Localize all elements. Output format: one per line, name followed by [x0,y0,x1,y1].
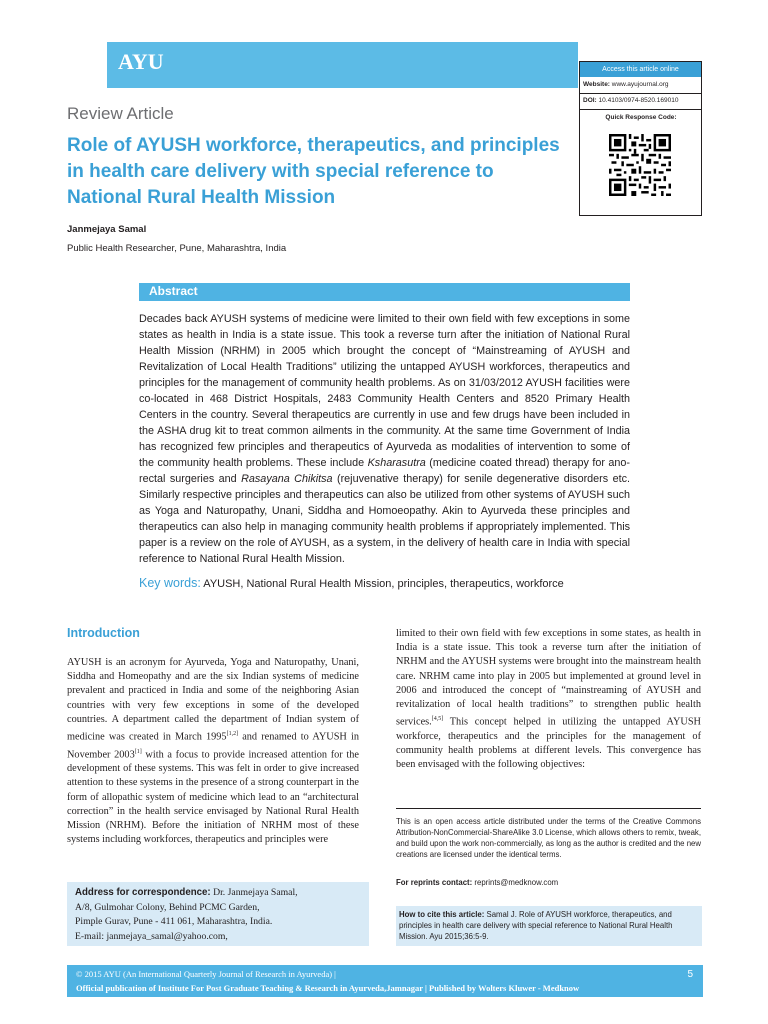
website-link[interactable]: www.ayujournal.org [611,81,669,88]
journal-name: AYU [118,49,164,74]
page-footer [67,965,703,997]
correspondence-line: Dr. Janmejaya Samal, [210,887,298,898]
divider [580,109,701,110]
abstract-heading: Abstract [149,284,198,298]
paragraph-text: This concept helped in utilizing the untapped AYUSH workforce, therapeutics and the principles for the management of community health problems at different levels. This convergence has been envisaged with the following objectives: [396,716,701,771]
correspondence-line: A/8, Gulmohar Colony, Behind PCMC Garden, [75,901,260,913]
reprints-label: For reprints contact: [396,878,473,887]
citation-value: Samal J. Role of AYUSH workforce, therapeutics, and principles in health care delivery with special reference to National Rural Health Mission. Ayu 2015;36:5-9. [399,910,673,941]
citation-ref[interactable]: [1,2] [226,731,239,738]
doi-value[interactable]: 10.4103/0974-8520.169010 [598,97,679,104]
divider [580,93,701,94]
qr-code-icon[interactable] [609,134,671,196]
article-type: Review Article [67,104,174,123]
license-note: This is an open access article distributed under the terms of the Creative Commons Attribution-NonCommercial-ShareAlike 3.0 License, which allows others to remix, tweak, and build upon the work non-commercially, as long as the author is credited and the new creations are licensed under the identical terms. [396,817,701,859]
correspondence-email[interactable]: E-mail: janmejaya_samal@yahoo.com, [75,930,228,942]
paragraph-text: and renamed to AYUSH in November 2003 [67,731,359,761]
body-column-left [67,656,359,847]
journal-header-inner [107,42,578,88]
reprints-contact [396,878,558,887]
abstract-term: Ksharasutra [367,457,426,469]
paragraph-text: AYUSH is an acronym for Ayurveda, Yoga and Naturopathy, Unani, Siddha and Homeopathy and are the six Indian systems of medicine prevalent and practiced in India and some of the neighboring Asian countries with very few exceptions in some of the developed countries. A department called the department of Indian system of medicine was created in March 1995 [67,657,359,743]
abstract-heading-bar [139,283,630,301]
correspondence-line: Pimple Gurav, Pune - 411 061, Maharashtra, India. [75,916,273,927]
paragraph-text: limited to their own field with few exceptions in some states, as health in India is a state issue. This took a reverse turn after the initiation of NRHM and the AYUSH systems were brought into the mainstream health care. NRHM came into play in 2005 but implemented at ground level in 2006 and introduced the concept of “mainstreaming of AYUSH and revitalization of local health traditions” to strengthen public health services. [396,628,701,728]
doi-row [583,95,699,107]
citation-text [399,909,699,942]
access-article-box [579,61,702,216]
abstract-part: (medicine coated thread) therapy for ano-rectal surgeries and [139,457,630,485]
page-number: 5 [687,969,693,980]
correspondence-address [75,886,365,944]
correspondence-box [67,882,369,946]
website-row [583,79,699,91]
article-title: Role of AYUSH workforce, therapeutics, and principles in health care delivery with special reference to National Rural Health Mission [67,135,560,208]
abstract-part: Decades back AYUSH systems of medicine were limited to their own field with few exceptions in some states as health in India is a state issue. This took a reverse turn after the initiation of National Rural Health Mission (NRHM) in 2005 which brought the concept of “Mainstreaming of AYUSH and Revitalization of Local Health Traditions” utilizing the untapped AYUSH workforces, therapeutics and principles for the management of community health problems. As on 31/03/2012 AYUSH facilities were co-located in 468 District Hospitals, 2483 Community Health Centers and 8520 Primary Health Centers in the country. Several therapeutics are currently in use and few drugs have been included in the ASHA drug kit to treat common ailments in the community. At the same time Government of India has recognized few principles and therapeutics of Ayurveda as modalities of intervention to some of the community health problems. These include [139,313,630,469]
correspondence-label: Address for correspondence: [75,887,211,898]
citation-box [396,906,702,946]
author-name: Janmejaya Samal [67,224,147,235]
body-column-right [396,627,701,772]
footer-copyright: © 2015 AYU (An International Quarterly Journal of Research in Ayurveda) | [76,969,336,979]
paragraph-text: with a focus to provide increased attention for the development of these systems. This was felt in order to give increased attention to these systems in the presence of a strong counterpart in the form of allopathic system of medicine which lead to an “architectural correction” in the health service envisaged by National Rural Health Mission (NRHM). Before the initiation of NRHM most of these systems including workforces, therapeutics and principles were [67,749,359,846]
introduction-heading: Introduction [67,626,140,640]
keywords-list: AYUSH, National Rural Health Mission, principles, therapeutics, workforce [200,578,564,590]
access-box-heading: Access this article online [580,62,701,77]
abstract-part: (rejuvenative therapy) for senile degenerative disorders etc. Similarly respective principles and therapeutics can also be utilized from other systems of AYUSH such as Yoga and Naturopathy, Unani, Siddha and Homoeopathy. Akin to Ayurveda these principles and therapeutics can also help in managing community health problems if appropriately implemented. This paper is a review on the role of AYUSH, as a system, in the delivery of health care in India with special reference to National Rural Health Mission. [139,473,631,565]
doi-label: DOI: [583,97,597,104]
citation-ref[interactable]: [1] [134,748,142,755]
website-label: Website: [583,81,610,88]
reprints-email[interactable]: reprints@medknow.com [472,878,559,887]
qr-label: Quick Response Code: [605,114,677,121]
citation-ref[interactable]: [4,5] [431,716,444,723]
keywords-label: Key words: [139,576,201,590]
citation-label: How to cite this article: [399,910,485,919]
footnote-rule [396,808,701,809]
keywords [139,576,639,590]
author-affiliation: Public Health Researcher, Pune, Maharashtra, India [67,243,287,254]
footer-publisher: Official publication of Institute For Post Graduate Teaching & Research in Ayurveda,Jamnagar | Published by Wolters Kluwer - Medknow [76,983,580,993]
abstract-text [139,311,630,567]
header-band-gap [67,42,107,88]
abstract-term: Rasayana Chikitsa [241,473,333,485]
